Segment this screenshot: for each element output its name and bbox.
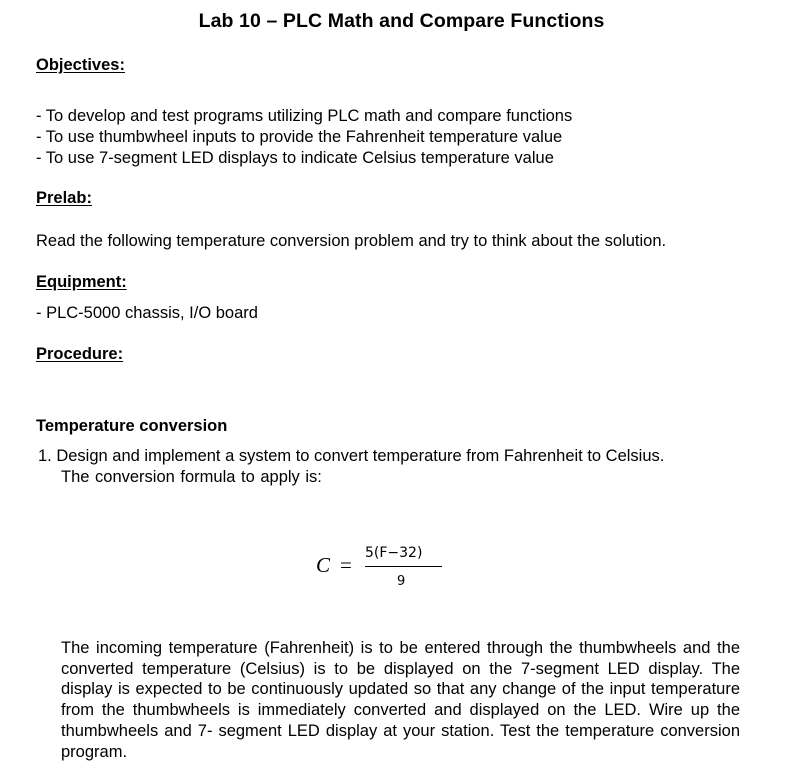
instructions-paragraph: The incoming temperature (Fahrenheit) is to be entered through the thumbwheels and the converted temperature (Celsius) is to be displayed on the 7-segment LED display. The display is expected to be continuously updated so that any change of the input temperature from the thumbwheels is immediately converted and displayed on the LED. Wire up the thumbwheels and 7- segment LED display at your station. Test the temperature conversion program.	[61, 639, 740, 761]
prelab-heading: Prelab:	[36, 189, 92, 207]
section-heading: Temperature conversion	[36, 417, 228, 435]
formula-lhs: C	[316, 553, 331, 577]
page-title: Lab 10 – PLC Math and Compare Functions	[198, 10, 605, 32]
formula-numerator: 5(F−32)	[365, 545, 423, 561]
formula-fraction-bar	[365, 566, 442, 567]
step-1-text: 1. Design and implement a system to convert temperature from Fahrenheit to Celsius.	[38, 447, 665, 465]
formula-equals: =	[340, 553, 352, 577]
objectives-heading: Objectives:	[36, 56, 125, 74]
objective-item: - To use thumbwheel inputs to provide the Fahrenheit temperature value	[36, 128, 563, 146]
equipment-heading: Equipment:	[36, 273, 127, 291]
step-1-text-continued: The conversion formula to apply is:	[61, 468, 322, 486]
formula-denominator: 9	[397, 574, 406, 589]
objective-item: - To develop and test programs utilizing PLC math and compare functions	[36, 107, 573, 125]
prelab-text: Read the following temperature conversion problem and try to think about the solution.	[36, 232, 667, 250]
objective-item: - To use 7-segment LED displays to indicate Celsius temperature value	[36, 149, 554, 167]
procedure-heading: Procedure:	[36, 345, 124, 363]
equipment-item: - PLC-5000 chassis, I/O board	[36, 304, 258, 322]
